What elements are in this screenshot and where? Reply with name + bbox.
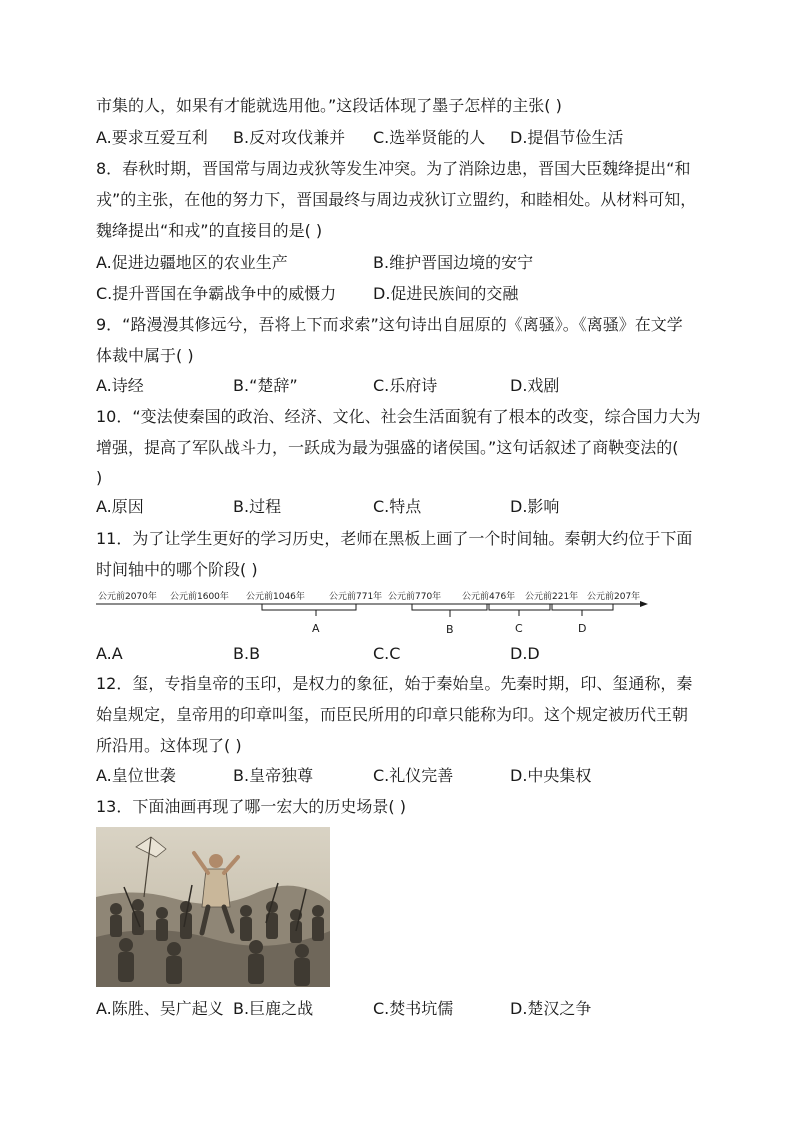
timeline-segment-b: B xyxy=(446,623,454,636)
q11-line-1: 11．为了让学生更好的学习历史，老师在黑板上画了一个时间轴。秦朝大约位于下面 xyxy=(96,529,693,548)
q10-option-a: A.原因 xyxy=(96,497,144,516)
q8-option-a: A.促进边疆地区的农业生产 xyxy=(96,253,288,272)
q7-option-d: D.提倡节俭生活 xyxy=(510,128,624,147)
timeline-bracket-a xyxy=(262,604,356,610)
q12-option-c: C.礼仪完善 xyxy=(373,766,454,785)
q8-option-d: D.促进民族间的交融 xyxy=(373,284,519,303)
q9-line-2: 体裁中属于( ) xyxy=(96,346,194,365)
q11-option-c: C.C xyxy=(373,644,401,663)
timeline-bracket-d xyxy=(552,604,613,610)
q12-line-1: 12．玺，专指皇帝的玉印，是权力的象征，始于秦始皇。先秦时期，印、玺通称，秦 xyxy=(96,674,693,693)
q8-option-b: B.维护晋国边境的安宁 xyxy=(373,253,534,272)
q8-line-3: 魏绛提出“和戎”的直接目的是( ) xyxy=(96,221,323,240)
q7-option-a: A.要求互爱互利 xyxy=(96,128,208,147)
q8-option-c: C.提升晋国在争霸战争中的威慑力 xyxy=(96,284,337,303)
timeline-label-2070: 公元前2070年 xyxy=(98,592,157,602)
q10-line-3: ) xyxy=(96,468,103,487)
q12-line-3: 所沿用。这体现了( ) xyxy=(96,736,242,755)
q7-text: 市集的人，如果有才能就选用他。”这段话体现了墨子怎样的主张( ) xyxy=(96,96,562,115)
q9-option-a: A.诗经 xyxy=(96,376,144,395)
q7-option-c: C.选举贤能的人 xyxy=(373,128,486,147)
timeline-label-476: 公元前476年 xyxy=(462,592,516,602)
timeline-label-771: 公元前771年 xyxy=(329,592,383,602)
timeline-segment-a: A xyxy=(312,622,320,635)
q8-line-2: 戎”的主张，在他的努力下，晋国最终与周边戎狄订立盟约，和睦相处。从材料可知， xyxy=(96,190,697,209)
timeline-segment-d: D xyxy=(578,622,587,635)
timeline-label-1600: 公元前1600年 xyxy=(170,592,229,602)
q13-option-c: C.焚书坑儒 xyxy=(373,999,454,1018)
oil-painting-image xyxy=(96,827,330,987)
q9-option-b: B.“楚辞” xyxy=(233,376,298,395)
timeline-svg xyxy=(96,588,656,638)
q9-option-c: C.乐府诗 xyxy=(373,376,438,395)
oil-painting-svg xyxy=(96,827,330,987)
q10-line-1: 10．“变法使秦国的政治、经济、文化、社会生活面貌有了根本的改变，综合国力大为 xyxy=(96,407,701,426)
q12-option-a: A.皇位世袭 xyxy=(96,766,176,785)
timeline-label-770: 公元前770年 xyxy=(388,592,442,602)
q10-option-c: C.特点 xyxy=(373,497,422,516)
timeline-bracket-b xyxy=(412,604,487,610)
q12-option-b: B.皇帝独尊 xyxy=(233,766,314,785)
q9-line-1: 9．“路漫漫其修远兮，吾将上下而求索”这句诗出自屈原的《离骚》。《离骚》在文学 xyxy=(96,315,683,334)
q13-line-1: 13．下面油画再现了哪一宏大的历史场景( ) xyxy=(96,797,406,816)
timeline-figure xyxy=(96,588,656,638)
q10-option-d: D.影响 xyxy=(510,497,560,516)
q13-option-a: A.陈胜、吴广起义 xyxy=(96,999,224,1018)
q8-line-1: 8．春秋时期，晋国常与周边戎狄等发生冲突。为了消除边患，晋国大臣魏绛提出“和 xyxy=(96,159,691,178)
q10-line-2: 增强，提高了军队战斗力，一跃成为最为强盛的诸侯国。”这句话叙述了商鞅变法的( xyxy=(96,438,679,457)
q9-option-d: D.戏剧 xyxy=(510,376,560,395)
q11-option-d: D.D xyxy=(510,644,540,663)
q10-option-b: B.过程 xyxy=(233,497,282,516)
timeline-arrow xyxy=(640,601,648,607)
timeline-label-1046: 公元前1046年 xyxy=(246,592,305,602)
q7-option-b: B.反对攻伐兼并 xyxy=(233,128,346,147)
timeline-segment-c: C xyxy=(515,622,523,635)
timeline-bracket-c xyxy=(489,604,550,610)
q13-option-b: B.巨鹿之战 xyxy=(233,999,314,1018)
q11-option-b: B.B xyxy=(233,644,261,663)
q12-line-2: 始皇规定，皇帝用的印章叫玺，而臣民所用的印章只能称为印。这个规定被历代王朝 xyxy=(96,705,689,724)
q13-option-d: D.楚汉之争 xyxy=(510,999,592,1018)
timeline-label-221: 公元前221年 xyxy=(525,592,579,602)
q12-option-d: D.中央集权 xyxy=(510,766,592,785)
q11-line-2: 时间轴中的哪个阶段( ) xyxy=(96,560,258,579)
q11-option-a: A.A xyxy=(96,644,123,663)
timeline-label-207: 公元前207年 xyxy=(587,592,641,602)
